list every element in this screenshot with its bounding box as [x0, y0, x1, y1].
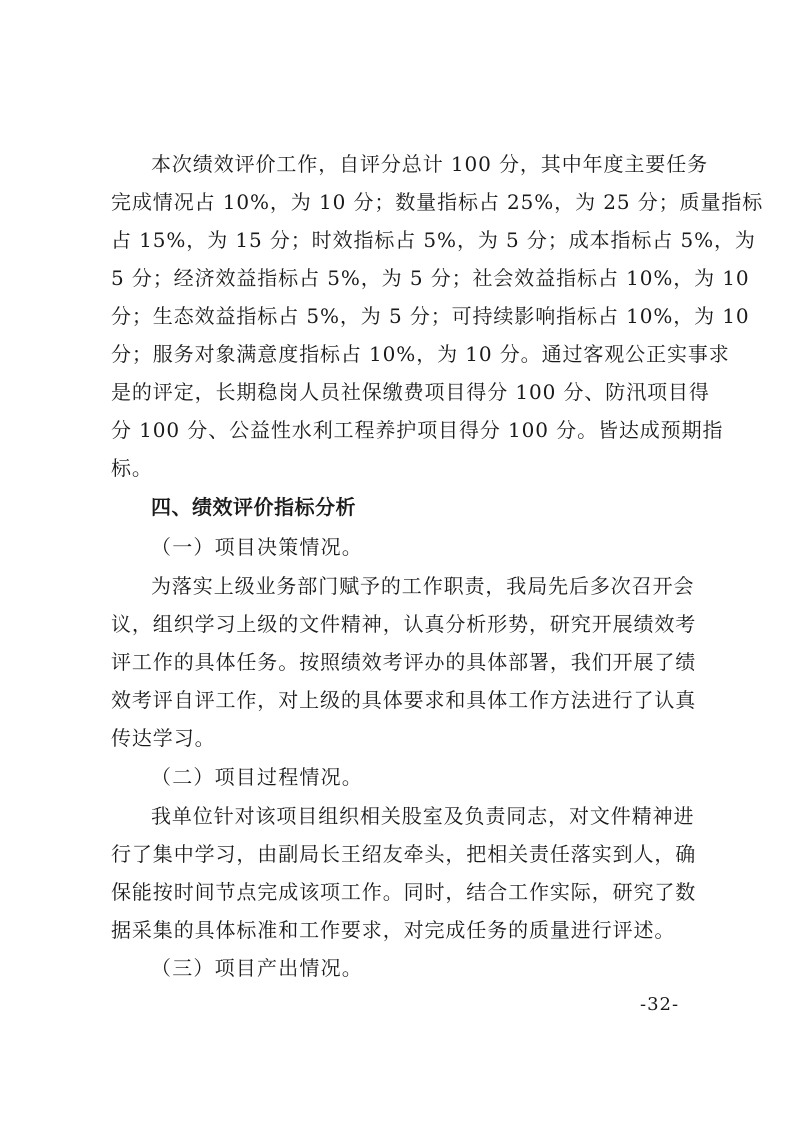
body-text-line: 我单位针对该项目组织相关股室及负责同志，对文件精神进 [151, 804, 695, 828]
subsection-heading: （一）项目决策情况。 [151, 535, 363, 559]
body-text-line: 标。 [111, 456, 153, 480]
subsection-heading: （二）项目过程情况。 [151, 765, 363, 789]
body-text-line: 分；生态效益指标占 5%，为 5 分；可持续影响指标占 10%，为 10 [111, 304, 750, 328]
body-text-line: 评工作的具体任务。按照绩效考评办的具体部署，我们开展了绩 [111, 650, 697, 674]
body-text-line: 传达学习。 [111, 726, 216, 750]
body-text-line: 完成情况占 10%，为 10 分；数量指标占 25%，为 25 分；质量指标 [111, 190, 764, 214]
body-text-line: 保能按时间节点完成该项工作。同时，结合工作实际，研究了数 [111, 880, 697, 904]
body-text-line: 5 分；经济效益指标占 5%，为 5 分；社会效益指标占 10%，为 10 [111, 266, 750, 290]
body-text-line: 为落实上级业务部门赋予的工作职责，我局先后多次召开会 [151, 574, 695, 598]
subsection-heading: （三）项目产出情况。 [151, 956, 363, 980]
body-text-line: 分；服务对象满意度指标占 10%，为 10 分。通过客观公正实事求 [111, 342, 730, 366]
body-text-line: 分 100 分、公益性水利工程养护项目得分 100 分。皆达成预期指 [111, 418, 724, 442]
section-heading: 四、绩效评价指标分析 [151, 495, 356, 519]
body-text-line: 占 15%，为 15 分；时效指标占 5%，为 5 分；成本指标占 5%，为 [111, 228, 756, 252]
page-number: -32- [640, 994, 680, 1015]
body-text-line: 是的评定，长期稳岗人员社保缴费项目得分 100 分、防汛项目得 [111, 380, 710, 404]
body-text-line: 据采集的具体标准和工作要求，对完成任务的质量进行评述。 [111, 918, 676, 942]
body-text-line: 本次绩效评价工作，自评分总计 100 分，其中年度主要任务 [151, 152, 708, 176]
body-text-line: 议，组织学习上级的文件精神，认真分析形势，研究开展绩效考 [111, 612, 697, 636]
body-text-line: 效考评自评工作，对上级的具体要求和具体工作方法进行了认真 [111, 688, 697, 712]
body-text-line: 行了集中学习，由副局长王绍友牵头，把相关责任落实到人，确 [111, 842, 697, 866]
